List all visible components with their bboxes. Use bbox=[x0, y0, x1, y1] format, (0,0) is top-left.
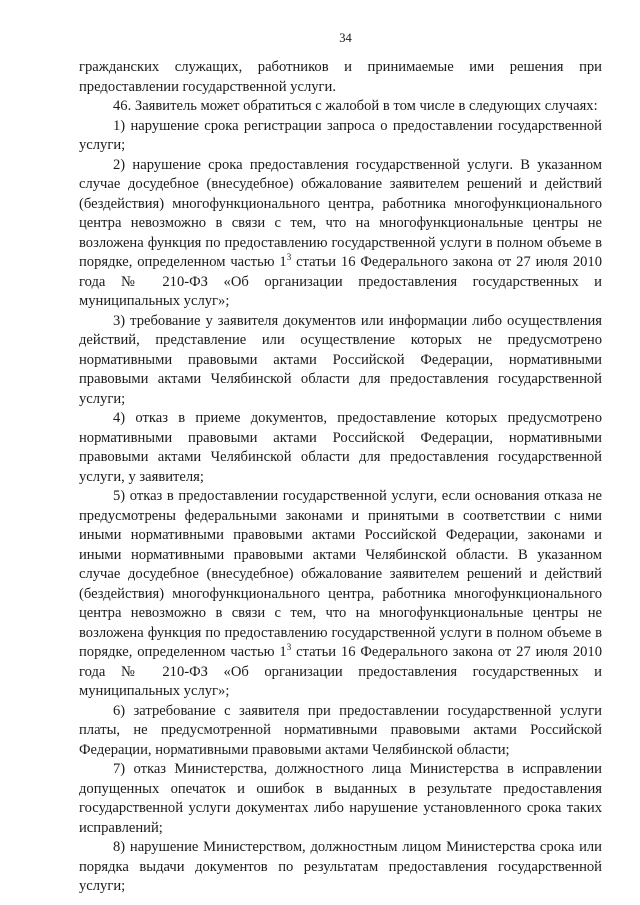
paragraph-case-5-text-end: статьи 16 Федерального закона от 27 июля 2010 года № 210-ФЗ «Об организации предоставления государственных и муниципальных услуг»; bbox=[79, 644, 603, 699]
paragraph-case-2 bbox=[79, 156, 602, 312]
paragraph-case-6: 6) затребование с заявителя при предоставлении государственной услуги платы, не предусмотренной нормативными правовыми актами Российской Федерации, нормативными правовыми актами Челябинской области; bbox=[79, 702, 602, 758]
superscript-part-number: 3 bbox=[286, 642, 292, 652]
paragraph-item-46: 46. Заявитель может обратиться с жалобой в том числе в следующих случаях: bbox=[113, 98, 598, 114]
paragraph-case-8: 8) нарушение Министерством, должностным лицом Министерства срока или порядка выдачи документов по результатам предоставления государственной услуги; bbox=[79, 839, 602, 894]
paragraph-case-3: 3) требование у заявителя документов или информации либо осуществления действий, представление или осуществление которых не предусмотрено нормативными правовыми актами Российской Федерации, нормативными правовыми актами Челябинской области для предоставления государственной услуги; bbox=[79, 312, 602, 407]
paragraph-continuation: гражданских служащих, работников и принимаемые ими решения при предоставлении государственной услуги. bbox=[79, 59, 602, 95]
paragraph-case-5 bbox=[79, 487, 602, 702]
document-body bbox=[79, 58, 602, 897]
paragraph-case-5-text: 5) отказ в предоставлении государственной услуги, если основания отказа не предусмотрены федеральными законами и принятыми в соответствии с ними иными нормативными правовыми актами Российской Федерации, законами и иными нормативными правовыми актами Челябинской области. В указанном случае досудебное (внесудебное) обжалование заявителем решений и действий (бездействия) многофункционального центра, работника многофункционального центра невозможно в связи с тем, что на многофункциональные центры не возложена функция по предоставлению государственной услуги в полном объеме в порядке, определенном частью 1 bbox=[79, 488, 602, 660]
paragraph-case-2-text-end: статьи 16 Федерального закона от 27 июля 2010 года № 210-ФЗ «Об организации предоставления государственных и муниципальных услуг»; bbox=[79, 254, 603, 309]
paragraph-case-1: 1) нарушение срока регистрации запроса о предоставлении государственной услуги; bbox=[79, 117, 602, 153]
paragraph-case-7: 7) отказ Министерства, должностного лица Министерства в исправлении допущенных опечаток и ошибок в выданных в результате предоставления государственной услуги документах либо нарушение установленного срока таких исправлений; bbox=[79, 761, 602, 836]
page-number: 34 bbox=[339, 31, 352, 45]
superscript-part-number: 3 bbox=[286, 252, 292, 262]
paragraph-case-4: 4) отказ в приеме документов, предоставление которых предусмотрено нормативными правовыми актами Российской Федерации, нормативными правовыми актами Челябинской области для предоставления государственной услуги, у заявителя; bbox=[79, 410, 602, 485]
paragraph-case-2-text: 2) нарушение срока предоставления государственной услуги. В указанном случае досудебное (внесудебное) обжалование заявителем решений и действий (бездействия) многофункционального центра, работника многофункционального центра невозможно в связи с тем, что на многофункциональные центры не возложена функция по предоставлению государственной услуги в полном объеме в порядке, определенном частью 1 bbox=[79, 156, 602, 270]
